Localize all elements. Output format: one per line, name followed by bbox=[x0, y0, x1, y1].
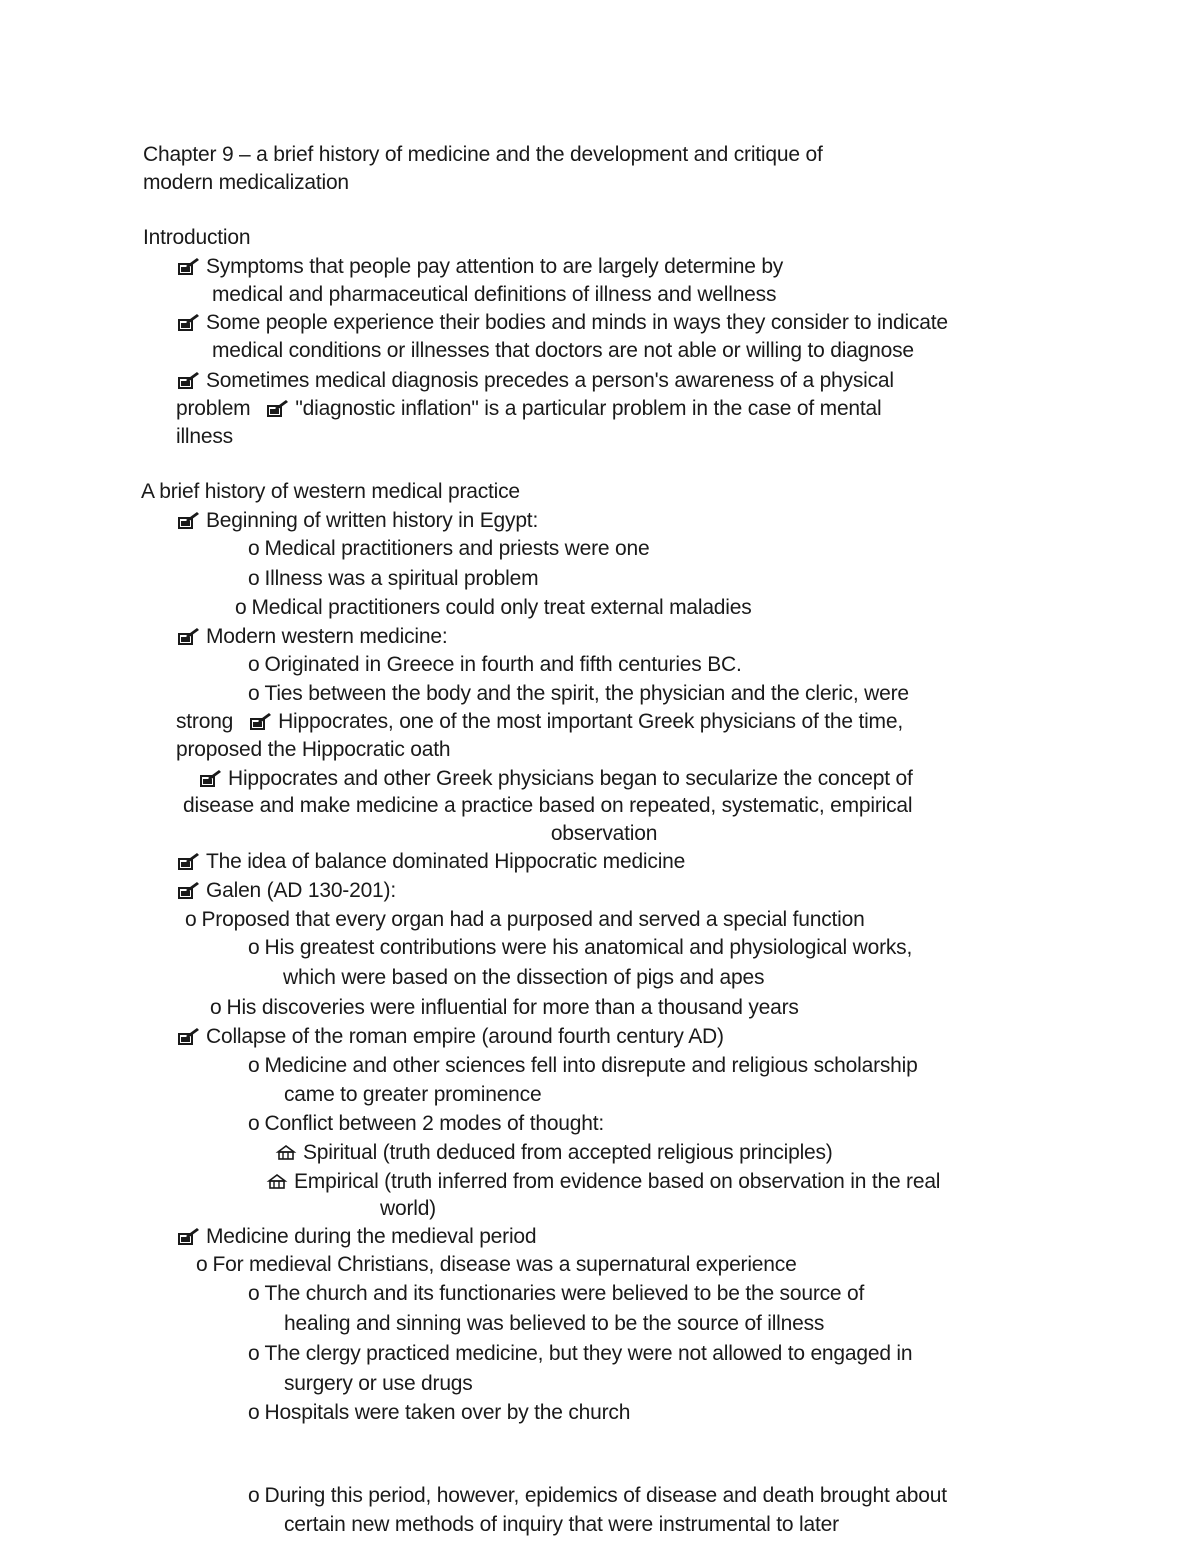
sub-list-item-text: His discoveries were influential for more than a thousand years bbox=[226, 996, 799, 1019]
section-heading-introduction: Introduction bbox=[143, 226, 251, 249]
sub-bullet-marker: o bbox=[248, 567, 260, 590]
sub-list-item bbox=[196, 1252, 797, 1278]
doc-title-line-2: modern medicalization bbox=[143, 171, 349, 194]
list-item-text: Galen (AD 130-201): bbox=[206, 879, 396, 902]
sub-list-item-text: Medicine and other sciences fell into disrepute and religious scholarship bbox=[264, 1054, 918, 1077]
checkbox-pen-icon bbox=[178, 1227, 200, 1245]
list-item-text: Hippocrates and other Greek physicians began to secularize the concept of bbox=[228, 767, 913, 790]
sub-bullet-marker: o bbox=[248, 1112, 260, 1135]
sub-list-item-continuation: which were based on the dissection of pigs and apes bbox=[283, 966, 765, 989]
sub-list-item-text: Medical practitioners and priests were one bbox=[264, 537, 650, 560]
sub-bullet-marker: o bbox=[248, 1484, 260, 1507]
list-item bbox=[178, 1024, 724, 1050]
list-item bbox=[178, 624, 447, 650]
sub-bullet-marker: o bbox=[248, 1342, 260, 1365]
checkbox-pen-icon bbox=[267, 399, 289, 417]
list-item-text: Collapse of the roman empire (around fourth century AD) bbox=[206, 1025, 724, 1048]
sub-list-item-continuation: surgery or use drugs bbox=[284, 1372, 473, 1395]
list-item bbox=[178, 508, 538, 534]
sub-bullet-marker: o bbox=[235, 596, 247, 619]
sub-bullet-marker: o bbox=[248, 1054, 260, 1077]
sub-list-item bbox=[248, 1341, 912, 1367]
checkbox-pen-icon bbox=[250, 712, 272, 730]
sub-list-item bbox=[185, 907, 865, 933]
sub-list-item-text: Medical practitioners could only treat external maladies bbox=[251, 596, 752, 619]
wingding-square-icon bbox=[266, 1171, 288, 1189]
checkbox-pen-icon bbox=[200, 769, 222, 787]
sub-list-item bbox=[235, 595, 752, 621]
list-item-continuation: medical conditions or illnesses that doctors are not able or willing to diagnose bbox=[212, 339, 914, 362]
list-item bbox=[200, 766, 913, 792]
list-item bbox=[178, 254, 783, 280]
list-item bbox=[178, 849, 685, 875]
sub-list-item-text: The clergy practiced medicine, but they were not allowed to engaged in bbox=[264, 1342, 913, 1365]
sub-list-item-text: Hospitals were taken over by the church bbox=[264, 1401, 631, 1424]
sub-bullet-marker: o bbox=[248, 936, 260, 959]
list-item-text: Symptoms that people pay attention to are largely determine by bbox=[206, 255, 784, 278]
doc-title-line-1: Chapter 9 – a brief history of medicine and the development and critique of bbox=[143, 143, 823, 166]
sub-list-item bbox=[248, 681, 909, 707]
sub-list-item bbox=[248, 935, 912, 961]
list-item bbox=[178, 1224, 536, 1250]
list-item-continuation bbox=[176, 396, 882, 422]
list-item-continuation: disease and make medicine a practice based on repeated, systematic, empirical bbox=[183, 794, 913, 817]
list-item-continuation: proposed the Hippocratic oath bbox=[176, 738, 451, 761]
list-item-text: strong bbox=[176, 710, 234, 733]
sub-list-item bbox=[248, 1111, 604, 1137]
sub-list-item bbox=[248, 652, 742, 678]
sub-list-item bbox=[248, 536, 649, 562]
sub-list-item-continuation: came to greater prominence bbox=[284, 1083, 542, 1106]
sub-list-item bbox=[248, 1281, 864, 1307]
sub-bullet-marker: o bbox=[185, 908, 197, 931]
sub-bullet-marker: o bbox=[248, 537, 260, 560]
sub-list-item-text: Ties between the body and the spirit, the physician and the cleric, were bbox=[264, 682, 909, 705]
sub-sub-list-item-text: Empirical (truth inferred from evidence based on observation in the real bbox=[294, 1170, 941, 1193]
sub-list-item-continuation: certain new methods of inquiry that were instrumental to later bbox=[284, 1513, 839, 1536]
sub-bullet-marker: o bbox=[248, 1282, 260, 1305]
list-item bbox=[178, 878, 396, 904]
list-item-text: The idea of balance dominated Hippocratic medicine bbox=[206, 850, 686, 873]
list-item-text: Modern western medicine: bbox=[206, 625, 448, 648]
list-item bbox=[178, 368, 894, 394]
sub-list-item-text: Originated in Greece in fourth and fifth centuries BC. bbox=[264, 653, 742, 676]
checkbox-pen-icon bbox=[178, 511, 200, 529]
sub-bullet-marker: o bbox=[248, 1401, 260, 1424]
sub-bullet-marker: o bbox=[248, 682, 260, 705]
list-item-continuation bbox=[176, 709, 903, 735]
section-heading-history: A brief history of western medical practice bbox=[141, 480, 520, 503]
sub-list-item bbox=[210, 995, 799, 1021]
sub-bullet-marker: o bbox=[210, 996, 222, 1019]
sub-sub-list-item bbox=[266, 1169, 940, 1195]
sub-list-item-text: His greatest contributions were his anatomical and physiological works, bbox=[264, 936, 913, 959]
sub-list-item bbox=[248, 1400, 630, 1426]
list-item-text: Beginning of written history in Egypt: bbox=[206, 509, 539, 532]
checkbox-pen-icon bbox=[178, 371, 200, 389]
list-item-text: Medicine during the medieval period bbox=[206, 1225, 537, 1248]
list-item-continuation: illness bbox=[176, 425, 233, 448]
checkbox-pen-icon bbox=[178, 257, 200, 275]
checkbox-pen-icon bbox=[178, 852, 200, 870]
sub-list-item-text: The church and its functionaries were believed to be the source of bbox=[264, 1282, 865, 1305]
list-item-continuation: medical and pharmaceutical definitions of illness and wellness bbox=[212, 283, 777, 306]
sub-list-item-text: During this period, however, epidemics of disease and death brought about bbox=[264, 1484, 947, 1507]
sub-list-item-text: Illness was a spiritual problem bbox=[264, 567, 539, 590]
checkbox-pen-icon bbox=[178, 627, 200, 645]
list-item-text: Hippocrates, one of the most important Greek physicians of the time, bbox=[278, 710, 903, 733]
checkbox-pen-icon bbox=[178, 881, 200, 899]
list-item bbox=[178, 310, 948, 336]
sub-list-item bbox=[248, 1053, 918, 1079]
sub-list-item bbox=[248, 566, 538, 592]
sub-sub-list-item-continuation: world) bbox=[380, 1197, 436, 1220]
sub-list-item-text: For medieval Christians, disease was a supernatural experience bbox=[212, 1253, 797, 1276]
sub-list-item-continuation: healing and sinning was believed to be the source of illness bbox=[284, 1312, 825, 1335]
sub-list-item-text: Conflict between 2 modes of thought: bbox=[264, 1112, 604, 1135]
sub-bullet-marker: o bbox=[248, 653, 260, 676]
list-item-text: "diagnostic inflation" is a particular problem in the case of mental bbox=[295, 397, 882, 420]
checkbox-pen-icon bbox=[178, 1027, 200, 1045]
list-item-text: Sometimes medical diagnosis precedes a person's awareness of a physical bbox=[206, 369, 894, 392]
sub-list-item-text: Proposed that every organ had a purposed and served a special function bbox=[201, 908, 865, 931]
list-item-text: Some people experience their bodies and minds in ways they consider to indicate bbox=[206, 311, 948, 334]
sub-sub-list-item bbox=[275, 1140, 833, 1166]
list-item-continuation: observation bbox=[550, 822, 658, 845]
wingding-square-icon bbox=[275, 1142, 297, 1160]
sub-sub-list-item-text: Spiritual (truth deduced from accepted religious principles) bbox=[303, 1141, 833, 1164]
sub-bullet-marker: o bbox=[196, 1253, 208, 1276]
sub-list-item bbox=[248, 1483, 947, 1509]
list-item-text: problem bbox=[176, 397, 251, 420]
checkbox-pen-icon bbox=[178, 313, 200, 331]
